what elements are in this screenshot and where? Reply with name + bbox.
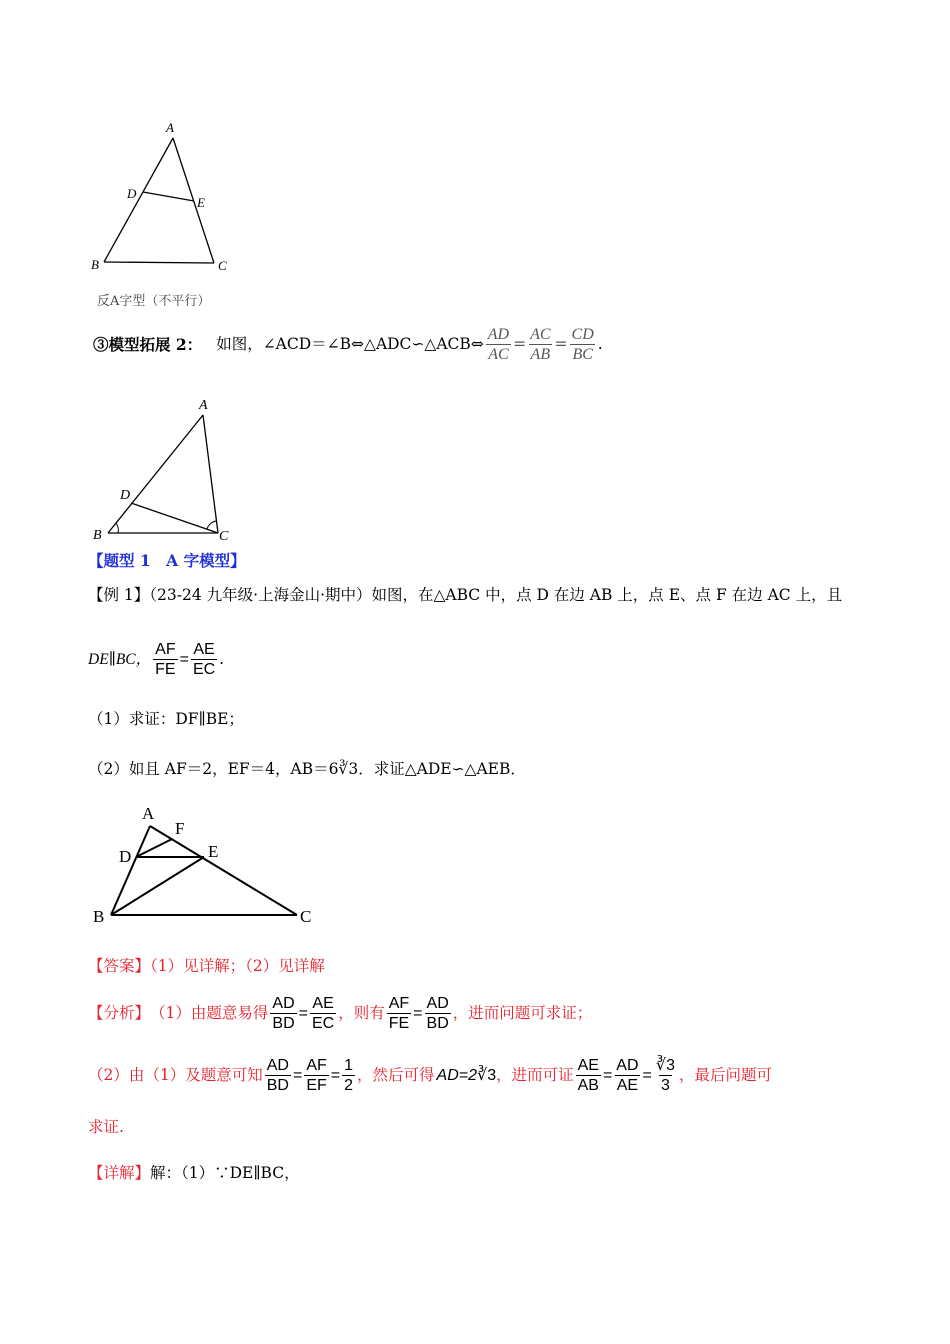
analysis-frac6: $\frac{AF}{EF}$ <box>306 1057 327 1094</box>
question-2: （2）如且 AF＝2，EF＝4，AB＝6∛3．求证△ADE∽△AEB． <box>88 760 526 778</box>
analysis-frac9: $\frac{AD}{AE}$ <box>616 1057 639 1094</box>
model2-frac3: $\frac{CD}{BC}$ <box>571 326 594 363</box>
eq-sign: = <box>330 1067 341 1084</box>
label-d: D <box>119 847 132 866</box>
analysis-frac4: $\frac{AD}{BD}$ <box>426 995 449 1032</box>
analysis-frac10: $\frac{∛3}{3}$ <box>655 1057 675 1094</box>
model2-marker: ③模型拓展 2： <box>93 335 203 355</box>
analysis-line1 <box>88 990 592 1038</box>
analysis-frac2: $\frac{AE}{EC}$ <box>311 995 335 1032</box>
analysis-frac3: $\frac{AF}{FE}$ <box>388 995 410 1032</box>
analysis-frac7: $\frac{1}{2}$ <box>344 1057 354 1094</box>
example-frac-b: $\frac{AE}{EC}$ <box>192 641 216 678</box>
analysis-text: （2）由（1）及题意可知 <box>88 1066 263 1085</box>
label-a: A <box>199 398 208 413</box>
analysis-line2 <box>88 1050 772 1102</box>
figure1-caption: 反A字型（不平行） <box>97 294 211 309</box>
analysis-text: ，进而可证 <box>496 1066 574 1085</box>
eq-sign: = <box>298 1005 308 1022</box>
analysis-tag: 【分析】 <box>88 1004 151 1023</box>
label-d: D <box>120 488 131 503</box>
analysis-text: ，进而问题可求证； <box>452 1004 593 1023</box>
label-a: A <box>142 804 155 823</box>
label-b: B <box>93 528 102 543</box>
section-title: 【题型 1 A 字模型】 <box>88 551 246 570</box>
analysis-frac8: $\frac{AE}{AB}$ <box>577 1057 599 1094</box>
example-text: （23-24 九年级·上海金山·期中）如图，在△ABC 中，点 D 在边 AB 上，点 E、点 F 在边 AC 上，且 <box>149 586 843 604</box>
label-c: C <box>219 529 229 544</box>
ad-expression: AD=2 <box>436 1067 477 1084</box>
label-c: C <box>300 907 312 926</box>
answer-tag: 【答案】 <box>88 957 151 975</box>
period: . <box>219 650 225 669</box>
eq-sign: = <box>292 1067 303 1084</box>
period: . <box>597 335 603 354</box>
eq-sign: = <box>602 1067 613 1084</box>
eq-sign: = <box>642 1067 652 1084</box>
example-line2-prefix: DE∥BC， <box>88 651 152 669</box>
analysis-text: ，则有 <box>338 1004 385 1023</box>
question-1: （1）求证：DF∥BE； <box>88 710 244 728</box>
answer-line <box>88 959 325 975</box>
label-d: D <box>127 186 137 201</box>
analysis-frac1: $\frac{AD}{BD}$ <box>272 995 295 1032</box>
eq-sign: = <box>554 335 568 354</box>
cube-root-3: ∛3 <box>477 1067 497 1084</box>
label-b: B <box>91 257 99 272</box>
detail-text: 解：（1）∵DE∥BC， <box>150 1164 300 1182</box>
analysis-text: ，然后可得 <box>357 1066 435 1085</box>
eq-sign: = <box>413 1005 423 1022</box>
side-ab <box>111 826 150 915</box>
detail-tag: 【详解】 <box>88 1164 151 1182</box>
answer-text: （1）见详解；（2）见详解 <box>150 957 325 975</box>
analysis-line3: 求证. <box>88 1118 124 1136</box>
example-tag: 【例 1】 <box>88 586 150 604</box>
analysis-text: （1）由题意易得 <box>150 1004 269 1023</box>
eq-sign: = <box>179 651 189 668</box>
label-c: C <box>218 258 227 273</box>
model2-frac2: $\frac{AC}{AB}$ <box>530 326 551 363</box>
label-a: A <box>166 120 174 135</box>
label-e: E <box>197 195 205 210</box>
label-f: F <box>175 819 185 838</box>
label-b: B <box>93 907 105 926</box>
analysis-text: ，最后问题可 <box>678 1066 772 1085</box>
model2-frac1: $\frac{AD}{AC}$ <box>487 326 510 363</box>
analysis-frac5: $\frac{AD}{BD}$ <box>266 1057 289 1094</box>
eq-sign: = <box>513 335 527 354</box>
detail-line <box>88 1166 300 1182</box>
model2-text: 如图，∠ACD＝∠B⇔△ADC∽△ACB⇔ <box>216 335 484 354</box>
example-frac-a: $\frac{AF}{FE}$ <box>155 641 176 678</box>
label-e: E <box>208 842 219 861</box>
